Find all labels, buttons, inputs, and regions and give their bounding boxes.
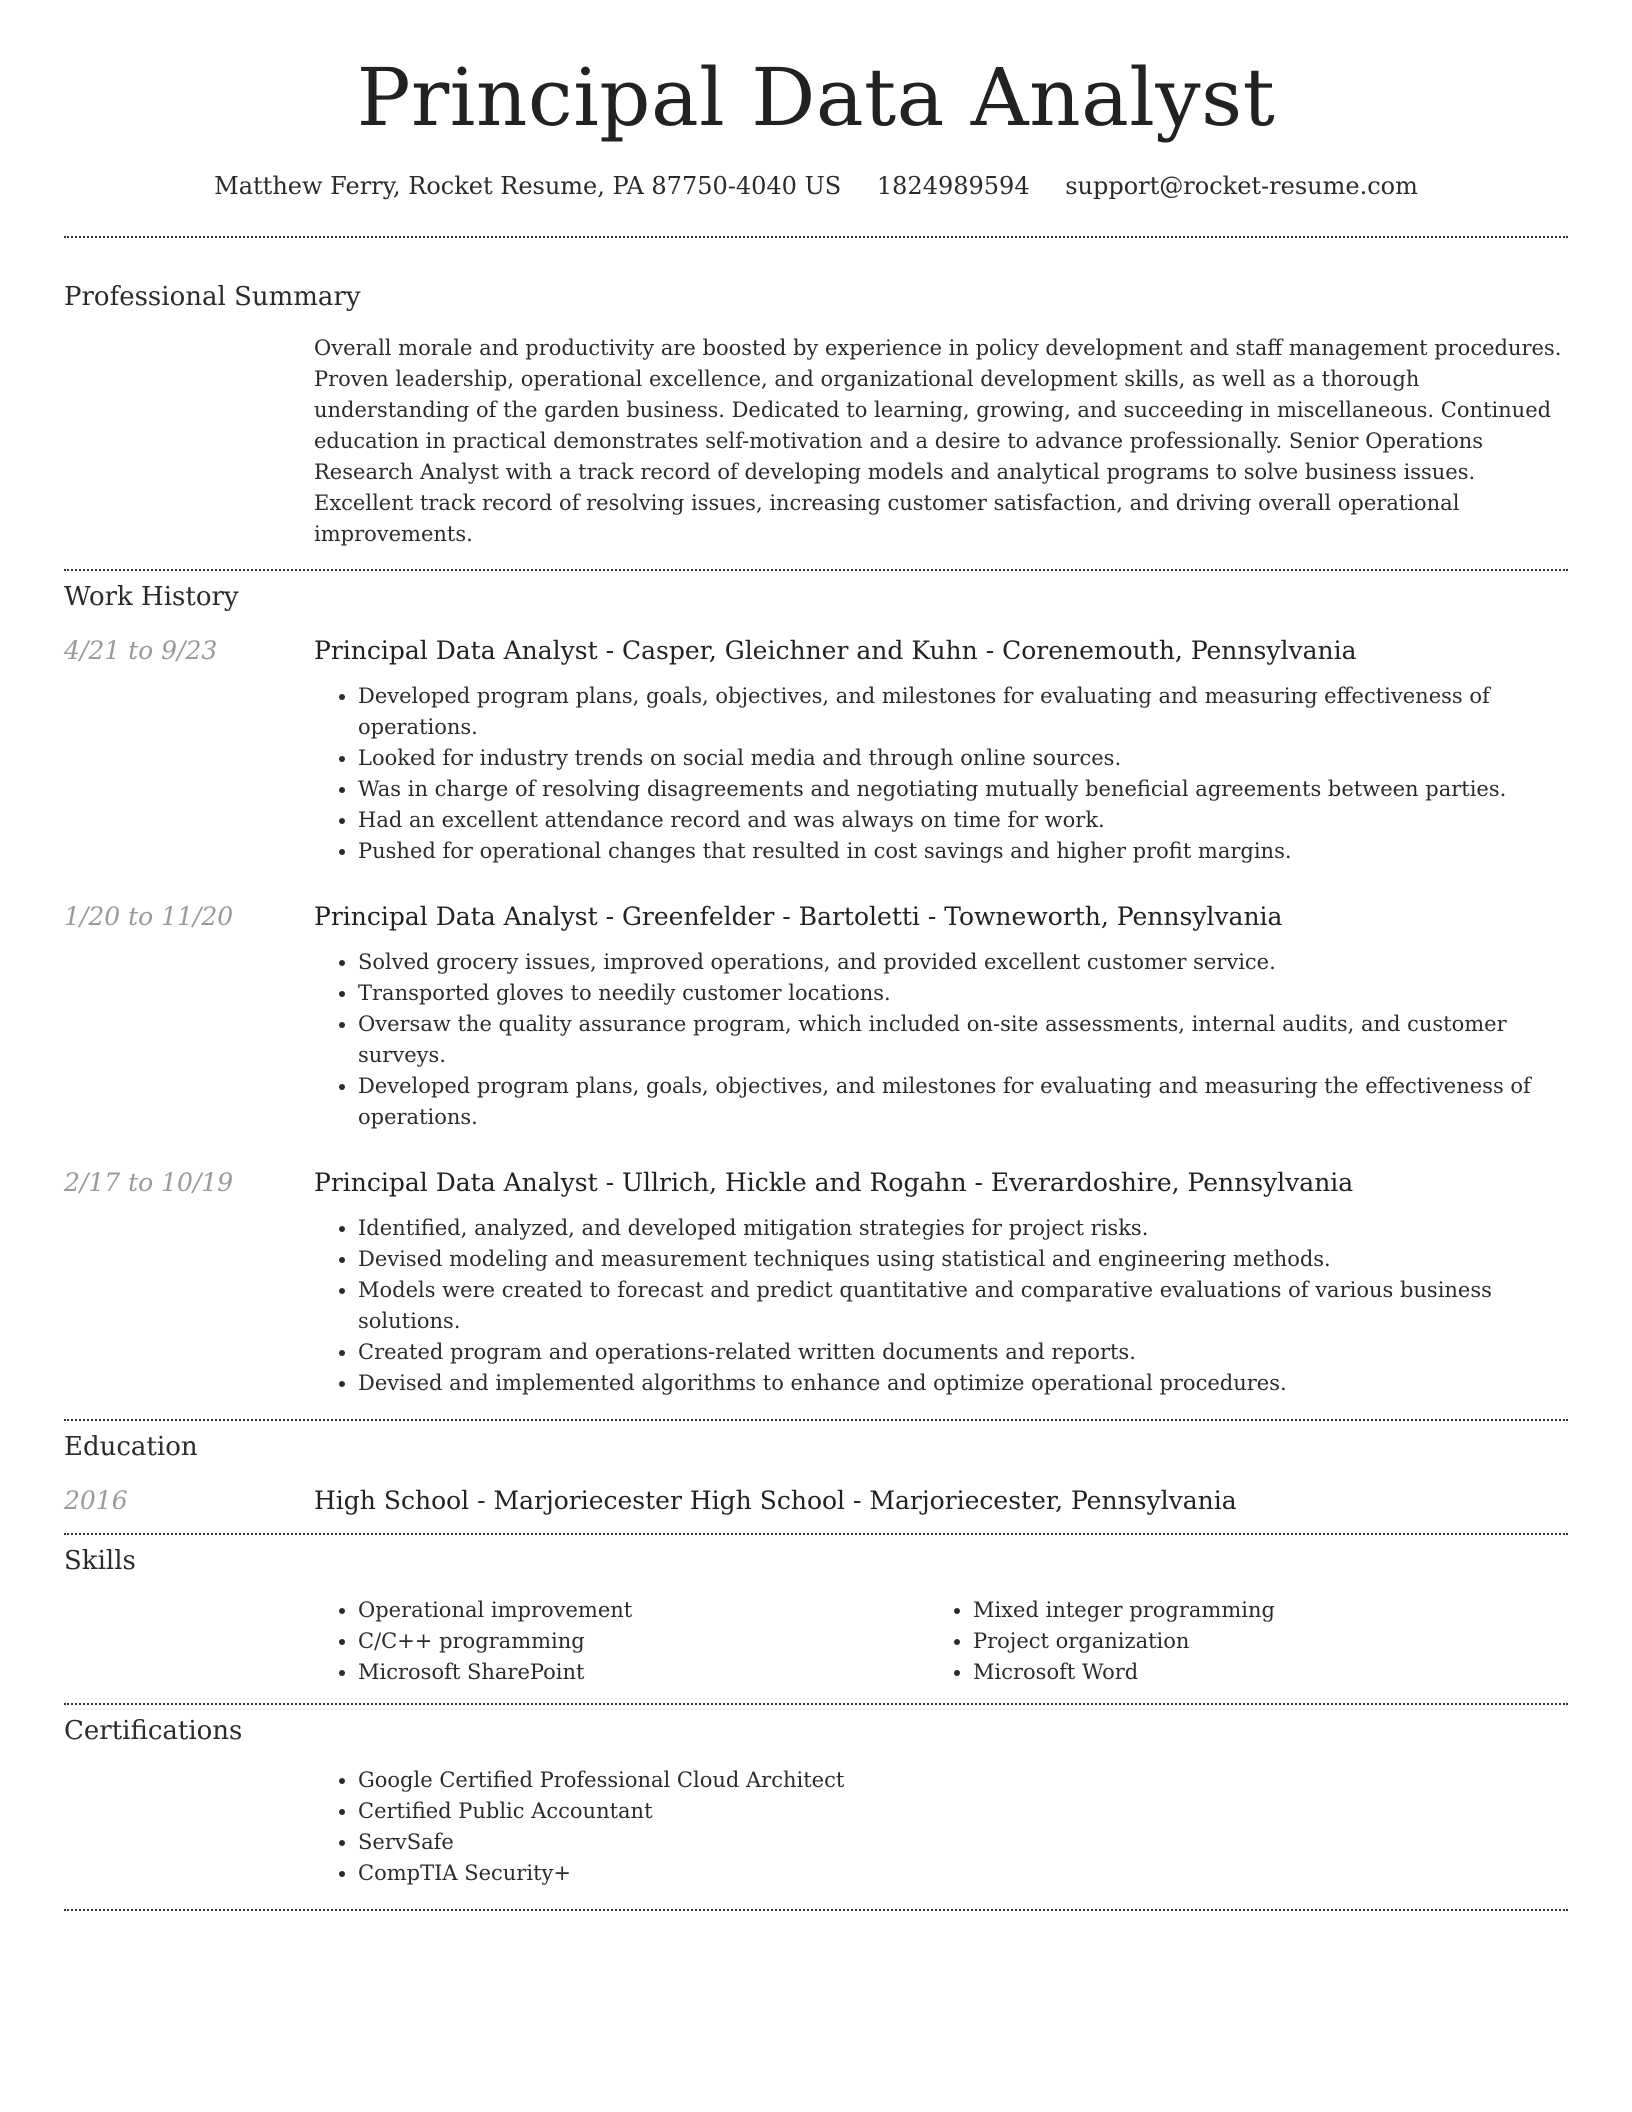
summary-row (64, 333, 1568, 550)
list-item: • Devised and implemented algorithms to enhance and optimize operational procedures. (358, 1368, 1568, 1399)
list-item: • Transported gloves to needily customer locations. (358, 978, 1568, 1009)
job-dates: 4/21 to 9/23 (64, 636, 218, 665)
contact-email: support@rocket-resume.com (1065, 172, 1418, 200)
summary-left-spacer (64, 333, 314, 550)
skills-grid (314, 1595, 1568, 1688)
skills-list-1 (314, 1595, 929, 1688)
contact-phone: 1824989594 (876, 172, 1030, 200)
skills-left-spacer (64, 1595, 314, 1688)
section-title-skills: Skills (64, 1546, 136, 1576)
job-dates: 2/17 to 10/19 (64, 1168, 234, 1197)
list-item: • Project organization (973, 1626, 1544, 1657)
section-title-education: Education (64, 1432, 198, 1462)
list-item: • Oversaw the quality assurance program, which included on-site assessments, internal audits, and customer surveys. (358, 1009, 1568, 1071)
summary-body (314, 333, 1568, 550)
divider (64, 1533, 1568, 1535)
job-bullets (314, 1213, 1568, 1399)
certifications-row (64, 1765, 1568, 1889)
list-item: • Models were created to forecast and predict quantitative and comparative evaluations of various business solutions. (358, 1275, 1568, 1337)
section-title-summary: Professional Summary (64, 282, 361, 312)
job-dates: 1/20 to 11/20 (64, 902, 234, 931)
list-item: • Operational improvement (358, 1595, 929, 1626)
list-item: • ServSafe (358, 1827, 1568, 1858)
list-item: • C/C++ programming (358, 1626, 929, 1657)
job-heading: Principal Data Analyst - Casper, Gleichner and Kuhn - Corenemouth, Pennsylvania (314, 636, 1357, 665)
resume-page (64, 0, 1568, 1911)
divider (64, 236, 1568, 238)
skills-list-2 (929, 1595, 1544, 1688)
list-item: • Was in charge of resolving disagreements and negotiating mutually beneficial agreements between parties. (358, 774, 1568, 805)
job-bullets (314, 947, 1568, 1133)
contact-line (64, 170, 1568, 202)
resume-name: Principal Data Analyst (356, 51, 1276, 144)
divider (64, 569, 1568, 571)
divider (64, 1909, 1568, 1911)
skills-row (64, 1595, 1568, 1688)
certifications-list (314, 1765, 1568, 1889)
list-item: • Looked for industry trends on social media and through online sources. (358, 743, 1568, 774)
list-item: • Pushed for operational changes that resulted in cost savings and higher profit margins. (358, 836, 1568, 867)
list-item: • Microsoft Word (973, 1657, 1544, 1688)
divider (64, 1419, 1568, 1421)
job-entry (64, 635, 1568, 867)
job-entry (64, 901, 1568, 1133)
list-item: • Google Certified Professional Cloud Architect (358, 1765, 1568, 1796)
list-item: • Developed program plans, goals, objectives, and milestones for evaluating and measuring the effectiveness of operations. (358, 1071, 1568, 1133)
list-item: • Mixed integer programming (973, 1595, 1544, 1626)
education-entry (64, 1485, 1568, 1517)
job-heading: Principal Data Analyst - Greenfelder - Bartoletti - Towneworth, Pennsylvania (314, 902, 1283, 931)
section-title-work-history: Work History (64, 582, 239, 612)
list-item: • Had an excellent attendance record and was always on time for work. (358, 805, 1568, 836)
divider (64, 1703, 1568, 1705)
summary-text: Overall morale and productivity are boosted by experience in policy development and staff management procedures. Proven leadership, operational excellence, and organizational development skills, as well as a thorough understanding of the garden business. Dedicated to learning, growing, and succeeding in miscellaneous. Continued education in practical demonstrates self-motivation and a desire to advance professionally. Senior Operations Research Analyst with a track record of developing models and analytical programs to solve business issues. Excellent track record of resolving issues, increasing customer satisfaction, and driving overall operational improvements. (314, 336, 1562, 546)
contact-address: Matthew Ferry, Rocket Resume, PA 87750-4040 US (214, 172, 842, 200)
education-heading: High School - Marjoriecester High School - Marjoriecester, Pennsylvania (314, 1486, 1237, 1515)
certifications-left-spacer (64, 1765, 314, 1889)
list-item: • CompTIA Security+ (358, 1858, 1568, 1889)
list-item: • Developed program plans, goals, objectives, and milestones for evaluating and measuring effectiveness of operations. (358, 681, 1568, 743)
section-title-certifications: Certifications (64, 1716, 243, 1746)
list-item: • Identified, analyzed, and developed mitigation strategies for project risks. (358, 1213, 1568, 1244)
education-year: 2016 (64, 1486, 128, 1515)
list-item: • Microsoft SharePoint (358, 1657, 929, 1688)
list-item: • Certified Public Accountant (358, 1796, 1568, 1827)
job-heading: Principal Data Analyst - Ullrich, Hickle and Rogahn - Everardoshire, Pennsylvania (314, 1168, 1354, 1197)
job-entry (64, 1167, 1568, 1399)
list-item: • Devised modeling and measurement techniques using statistical and engineering methods. (358, 1244, 1568, 1275)
list-item: • Solved grocery issues, improved operations, and provided excellent customer service. (358, 947, 1568, 978)
list-item: • Created program and operations-related written documents and reports. (358, 1337, 1568, 1368)
job-bullets (314, 681, 1568, 867)
